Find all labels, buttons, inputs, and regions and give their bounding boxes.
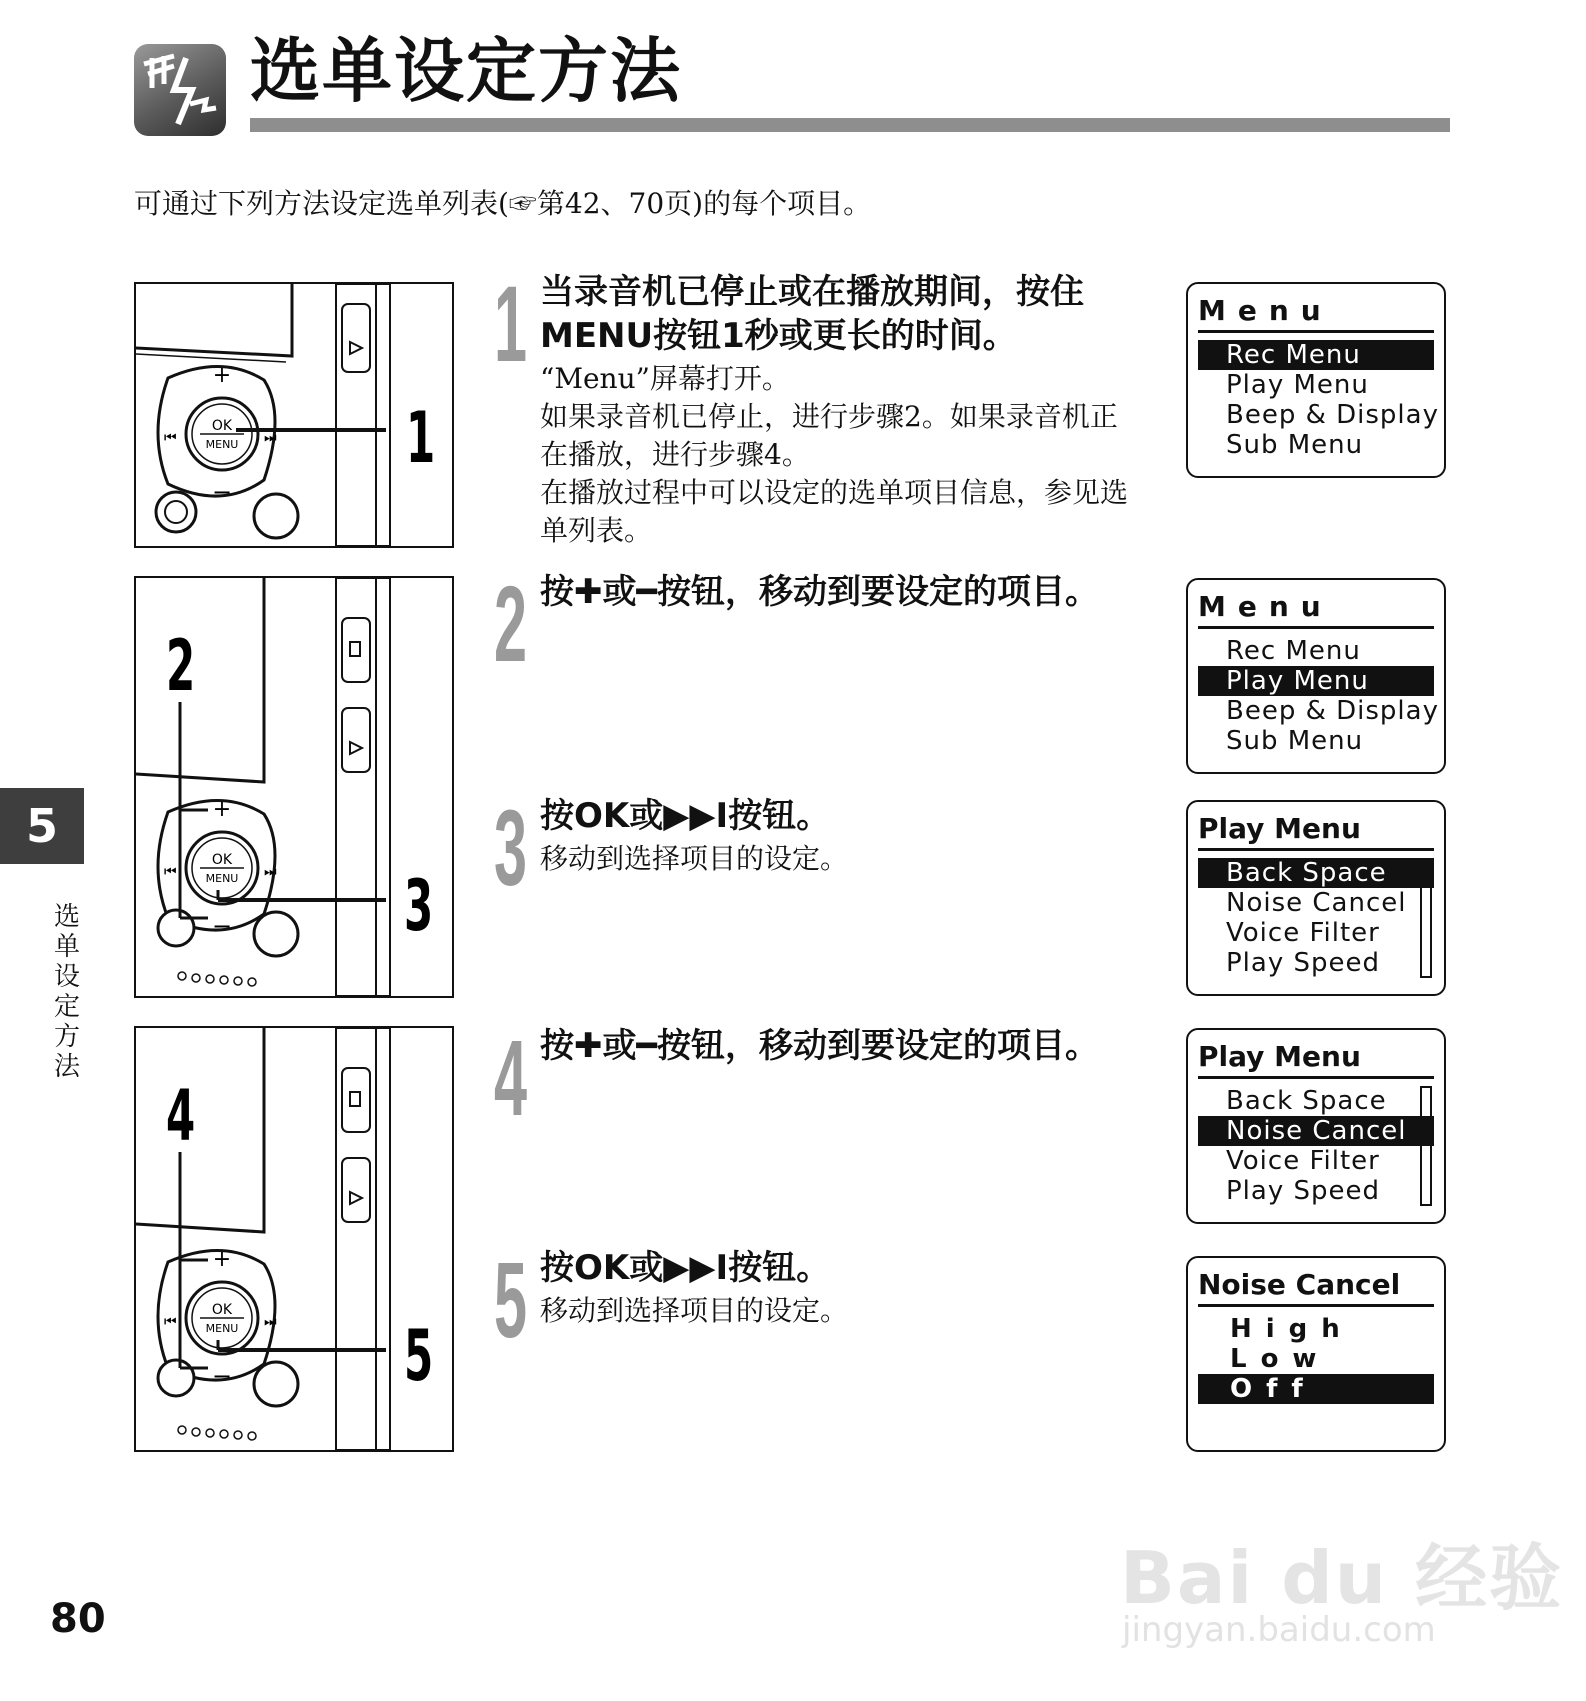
lcd-list	[1198, 340, 1439, 460]
intro-text: 可通过下列方法设定选单列表(☞第42、70页)的每个项目。	[134, 187, 872, 220]
ok-label: OK	[211, 852, 233, 868]
fast-forward-icon: ⏭	[264, 430, 277, 446]
music-note-lightning-icon	[134, 44, 226, 136]
minus-label: −	[211, 912, 233, 940]
section-header-icon	[134, 44, 226, 136]
lcd-item: Beep & Display	[1226, 696, 1439, 726]
fast-forward-icon: ⏭	[264, 864, 277, 880]
lcd-scrollbar	[1420, 858, 1432, 978]
lcd-heading: Noise Cancel	[1198, 1268, 1434, 1307]
lcd-screen-noise-cancel	[1186, 1256, 1446, 1452]
ok-label: OK	[211, 1302, 233, 1318]
step-body: 移动到选择项目的设定。	[540, 842, 849, 875]
minus-label: −	[211, 1362, 233, 1390]
lcd-item: Noise Cancel	[1226, 888, 1407, 918]
fast-forward-icon: ⏭	[264, 1314, 277, 1330]
lcd-item-selected: Rec Menu	[1198, 340, 1434, 370]
lcd-scrollbar-thumb	[1422, 860, 1430, 870]
lcd-screen-play-menu	[1186, 800, 1446, 996]
title-underline	[250, 118, 1450, 132]
menu-label: MENU	[205, 438, 239, 451]
rewind-icon: ⏮	[164, 430, 177, 446]
step-number: 4	[494, 1017, 528, 1138]
callout-2: 2	[166, 624, 196, 707]
chapter-title-vertical: 选单设定方法	[53, 902, 80, 1082]
device-illustration-2	[134, 576, 454, 998]
plus-label: +	[212, 1247, 232, 1272]
step-title: 按✚或━按钮，移动到要设定的项目。	[540, 572, 1099, 612]
lcd-list	[1198, 1086, 1434, 1206]
rewind-icon: ⏮	[164, 864, 177, 880]
lcd-screen-play-menu-noise	[1186, 1028, 1446, 1224]
lcd-screen-menu	[1186, 282, 1446, 478]
lcd-item: Rec Menu	[1226, 636, 1361, 666]
watermark-logo: Bai du 经验	[1120, 1536, 1564, 1620]
step-title: 按✚或━按钮，移动到要设定的项目。	[540, 1026, 1099, 1066]
lcd-item-selected: Noise Cancel	[1198, 1116, 1434, 1146]
lcd-list	[1198, 1314, 1434, 1404]
lcd-list	[1198, 636, 1439, 756]
lcd-screen-menu-play	[1186, 578, 1446, 774]
lcd-scrollbar-thumb	[1422, 1122, 1430, 1132]
lcd-item-selected: Back Space	[1198, 858, 1434, 888]
rewind-icon: ⏮	[164, 1314, 177, 1330]
device-illustration-1	[134, 282, 454, 548]
minus-label: −	[211, 478, 233, 506]
lcd-item: Play Menu	[1226, 370, 1369, 400]
step-number: 2	[494, 563, 528, 684]
step-body: 移动到选择项目的设定。	[540, 1294, 849, 1327]
lcd-item: Sub Menu	[1226, 726, 1364, 756]
chapter-tab: 5	[0, 788, 84, 864]
step-title: 当录音机已停止或在播放期间，按住MENU按钮1秒或更长的时间。	[540, 272, 1084, 356]
lcd-item: Play Speed	[1226, 1176, 1380, 1206]
page-number: 80	[50, 1596, 106, 1642]
lcd-list	[1198, 858, 1434, 978]
lcd-item: Sub Menu	[1226, 430, 1364, 460]
lcd-item: Low	[1230, 1344, 1331, 1374]
menu-label: MENU	[205, 1322, 239, 1335]
lcd-heading: Play Menu	[1198, 812, 1434, 851]
lcd-heading: Menu	[1198, 590, 1434, 629]
lcd-heading: Menu	[1198, 294, 1434, 333]
lcd-item: Play Speed	[1226, 948, 1380, 978]
step-number: 3	[494, 787, 528, 908]
callout-4: 4	[166, 1074, 196, 1157]
lcd-heading: Play Menu	[1198, 1040, 1434, 1079]
callout-5: 5	[404, 1314, 434, 1397]
plus-label: +	[212, 363, 232, 388]
ok-label: OK	[211, 418, 233, 434]
step-title: 按OK或▶▶I按钮。	[540, 1248, 831, 1288]
lcd-item: Voice Filter	[1226, 918, 1380, 948]
lcd-item-selected: Off	[1198, 1374, 1434, 1404]
watermark-url: jingyan.baidu.com	[1122, 1610, 1436, 1650]
device-illustration-3	[134, 1026, 454, 1452]
lcd-scrollbar	[1420, 1086, 1432, 1206]
callout-3: 3	[404, 864, 434, 947]
menu-label: MENU	[205, 872, 239, 885]
lcd-item: Back Space	[1226, 1086, 1387, 1116]
step-number: 1	[494, 263, 528, 384]
lcd-item: High	[1230, 1314, 1354, 1344]
lcd-item: Beep & Display	[1226, 400, 1439, 430]
callout-1: 1	[406, 396, 436, 479]
lcd-item-selected: Play Menu	[1198, 666, 1434, 696]
step-number: 5	[494, 1239, 528, 1360]
step-title: 按OK或▶▶I按钮。	[540, 796, 831, 836]
page-title: 选单设定方法	[250, 30, 682, 112]
plus-label: +	[212, 797, 232, 822]
lcd-item: Voice Filter	[1226, 1146, 1380, 1176]
step-body: “Menu”屏幕打开。 如果录音机已停止，进行步骤2。如果录音机正在播放，进行步骤4。 在播放过程中可以设定的选单项目信息，参见选单列表。	[540, 362, 1129, 547]
